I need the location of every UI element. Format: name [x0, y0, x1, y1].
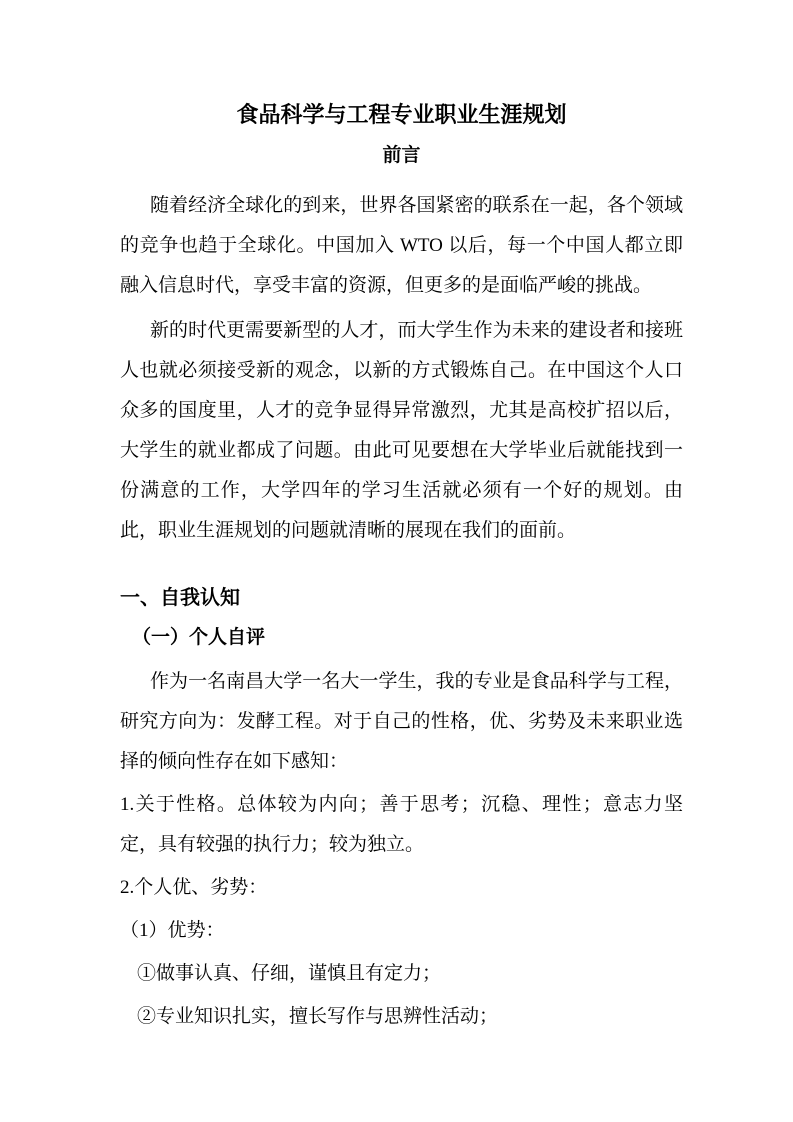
list-item-strengths-label: （1）优势：: [120, 920, 225, 941]
subsection-heading-personal-review: （一）个人自评: [132, 627, 266, 648]
section-heading-self-awareness: 一、自我认知: [120, 587, 240, 609]
list-item-strengths-weaknesses: 2.个人优、劣势：: [120, 877, 268, 898]
list-item-strength-1: ①做事认真、仔细，谨慎且有定力；: [137, 963, 442, 984]
personal-review-intro: 作为一名南昌大学一名大一学生，我的专业是食品科学与工程，研究方向为：发酵工程。对于自己的性格，优、劣势及未来职业选择的倾向性存在如下感知：: [120, 671, 683, 772]
preface-heading: 前言: [382, 145, 421, 166]
document-title: 食品科学与工程专业职业生涯规划: [236, 102, 567, 127]
list-item-strength-2: ②专业知识扎实，擅长写作与思辨性活动；: [137, 1006, 499, 1027]
preface-paragraph-1: 随着经济全球化的到来，世界各国紧密的联系在一起，各个领域的竞争也趋于全球化。中国加入 WTO 以后，每一个中国人都立即融入信息时代，享受丰富的资源，但更多的是面临严峻的挑战。: [120, 195, 683, 296]
list-item-personality: 1.关于性格。总体较为内向；善于思考；沉稳、理性；意志力坚定，具有较强的执行力；较为独立。: [120, 794, 683, 855]
preface-paragraph-2: 新的时代更需要新型的人才，而大学生作为未来的建设者和接班人也就必须接受新的观念，以新的方式锻炼自己。在中国这个人口众多的国度里，人才的竞争显得异常激烈，尤其是高校扩招以后，大学生的就业都成了问题。由此可见要想在大学毕业后就能找到一份满意的工作，大学四年的学习生活就必须有一个好的规划。由此，职业生涯规划的问题就清晰的展现在我们的面前。: [120, 320, 683, 541]
